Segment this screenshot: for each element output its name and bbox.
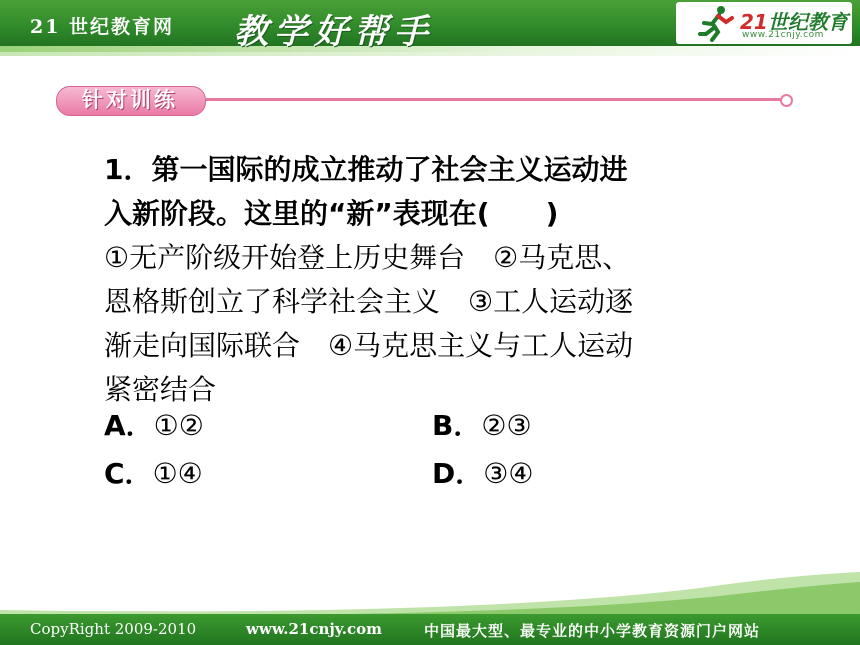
runner-logo-icon — [696, 4, 736, 42]
option-a-letter: A． — [104, 409, 154, 442]
logo-url: www.21cnjy.com — [742, 30, 824, 40]
section-rule — [206, 98, 782, 101]
footer-wave — [0, 570, 860, 620]
option-c[interactable] — [104, 452, 203, 496]
option-d[interactable] — [432, 452, 533, 496]
section-label: 针对训练 — [82, 88, 178, 112]
footer-copyright: CopyRight 2009-2010 — [30, 620, 197, 638]
statement-line: 恩格斯创立了科学社会主义 ③工人运动逐 — [104, 285, 634, 318]
question-stem-line-2: 入新阶段。这里的“新”表现在( ) — [104, 197, 559, 230]
option-a[interactable] — [104, 404, 204, 448]
option-b-letter: B． — [432, 409, 482, 442]
site-tag: 21 世纪教育网 — [30, 16, 175, 38]
footer-url[interactable]: www.21cnjy.com — [246, 620, 383, 638]
option-c-letter: C． — [104, 457, 153, 490]
question-statements — [104, 236, 764, 412]
question-block — [104, 148, 764, 412]
option-c-value: ①④ — [152, 457, 203, 490]
option-d-letter: D． — [432, 457, 484, 490]
statement-line: 渐走向国际联合 ④马克思主义与工人运动 — [104, 329, 634, 362]
statement-line: 紧密结合 — [104, 373, 217, 406]
option-b-value: ②③ — [481, 409, 532, 442]
option-a-value: ①② — [153, 409, 204, 442]
statement-line: ①无产阶级开始登上历史舞台 ②马克思、 — [104, 241, 631, 274]
logo-number: 21 — [740, 10, 768, 34]
header-slogan: 教学好帮手 — [234, 12, 434, 52]
option-d-value: ③④ — [483, 457, 534, 490]
footer-slogan: 中国最大型、最专业的中小学教育资源门户网站 — [424, 622, 761, 640]
option-b[interactable] — [432, 404, 532, 448]
section-rule-end — [780, 94, 793, 107]
logo-name: 世纪教育 — [767, 10, 848, 34]
question-stem-line-1: 1．第一国际的成立推动了社会主义运动进 — [104, 153, 628, 186]
footer-bar — [0, 614, 860, 645]
